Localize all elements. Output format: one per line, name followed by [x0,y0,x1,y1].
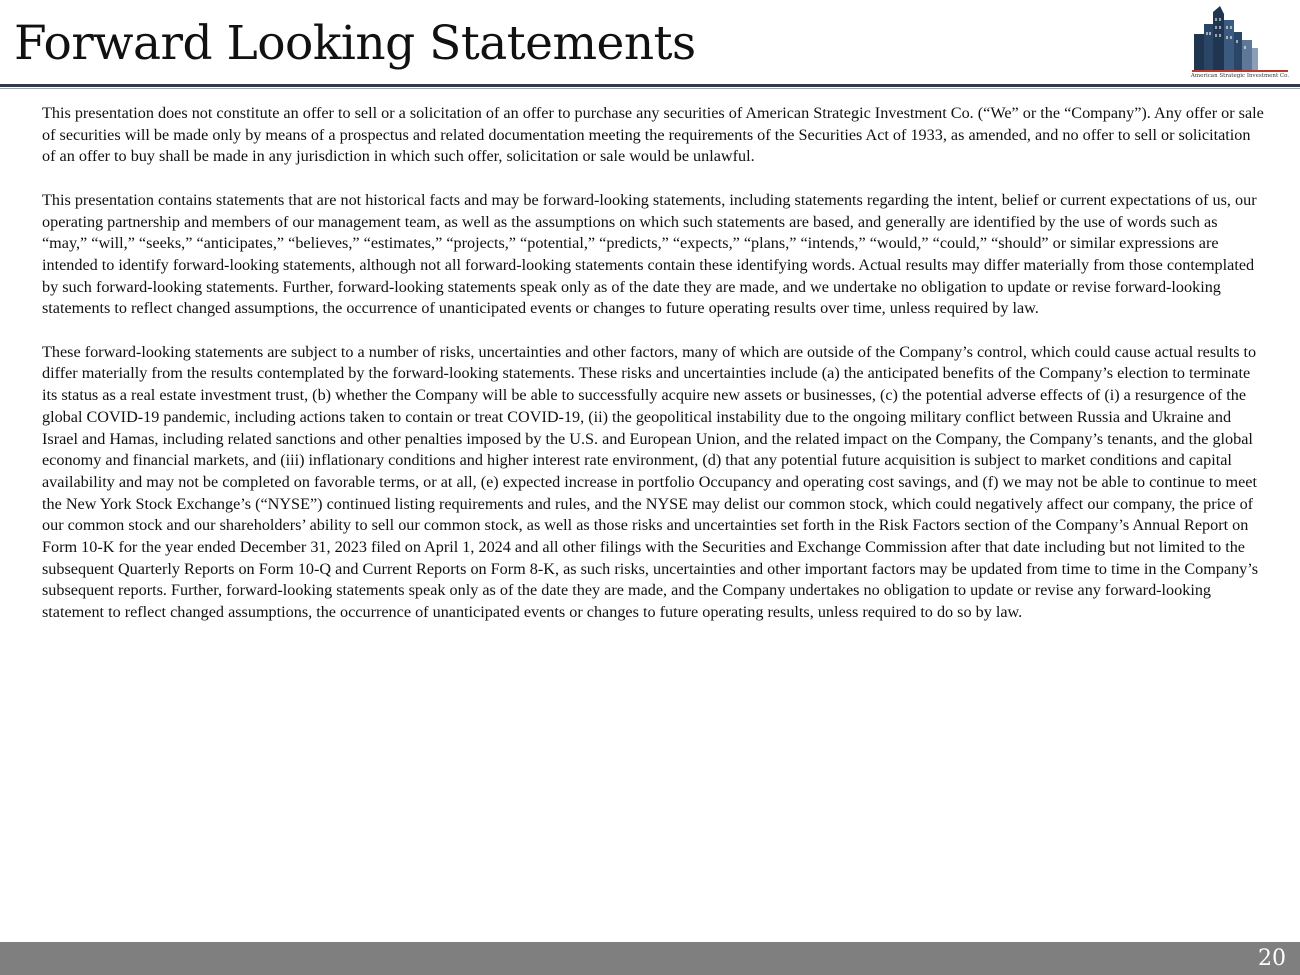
disclaimer-paragraph-2: This presentation contains statements that are not historical facts and may be forward-looking statements, including statements regarding the intent, belief or current expectations of us, our operating partnership and members of our management team, as well as the assumptions on which such statements are based, and generally are identified by the use of words such as “may,” “will,” “seeks,” “anticipates,” “believes,” “estimates,” “projects,” “potential,” “predicts,” “expects,” “plans,” “intends,” “would,” “could,” “should” or similar expressions are intended to identify forward-looking statements, although not all forward-looking statements contain these identifying words. Actual results may differ materially from those contemplated by such forward-looking statements. Further, forward-looking statements speak only as of the date they are made, and we undertake no obligation to update or revise forward-looking statements to reflect changed assumptions, the occurrence of unanticipated events or changes to future operating results over time, unless required by law. [42,190,1257,318]
page-number: 20 [1258,946,1286,971]
title-divider [0,84,1300,87]
disclaimer-paragraph-1: This presentation does not constitute an offer to sell or a solicitation of an offer to purchase any securities of American Strategic Investment Co. (“We” or the “Company”). Any offer or sale of securities will be made only by means of a prospectus and related documentation meeting the requirements of the Securities Act of 1933, as amended, and no offer to sell or solicitation of an offer to buy shall be made in any jurisdiction in which such offer, solicitation or sale would be unlawful. [42,104,1264,166]
company-logo [1190,4,1290,82]
title-divider-secondary [0,88,1300,89]
footer-bar [0,942,1300,975]
forward-looking-statements-body [42,103,1264,646]
city-skyline-logo-icon [1190,4,1290,74]
logo-caption: American Strategic Investment Co. [1190,73,1290,79]
page-title: Forward Looking Statements [14,16,696,71]
disclaimer-paragraph-3: These forward-looking statements are subject to a number of risks, uncertainties and other factors, many of which are outside of the Company’s control, which could cause actual results to differ materially from the results contemplated by the forward-looking statements. These risks and uncertainties include (a) the anticipated benefits of the Company’s election to terminate its status as a real estate investment trust, (b) whether the Company will be able to successfully acquire new assets or businesses, (c) the potential adverse effects of (i) a resurgence of the global COVID-19 pandemic, including actions taken to contain or treat COVID-19, (ii) the geopolitical instability due to the ongoing military conflict between Russia and Ukraine and Israel and Hamas, including related sanctions and other penalties imposed by the U.S. and European Union, and the related impact on the Company, the Company’s tenants, and the global economy and financial markets, and (iii) inflationary conditions and higher interest rate environment, (d) that any potential future acquisition is subject to market conditions and capital availability and may not be completed on favorable terms, or at all, (e) expected increase in portfolio Occupancy and operating cost savings, and (f) we may not be able to continue to meet the New York Stock Exchange’s (“NYSE”) continued listing requirements and rules, and the NYSE may delist our common stock, which could negatively affect our company, the price of our common stock and our shareholders’ ability to sell our common stock, as well as those risks and uncertainties set forth in the Risk Factors section of the Company’s Annual Report on Form 10-K for the year ended December 31, 2023 filed on April 1, 2024 and all other filings with the Securities and Exchange Commission after that date including but not limited to the subsequent Quarterly Reports on Form 10-Q and Current Reports on Form 8-K, as such risks, uncertainties and other important factors may be updated from time to time in the Company’s subsequent reports. Further, forward-looking statements speak only as of the date they are made, and the Company undertakes no obligation to update or revise any forward-looking statement to reflect changed assumptions, the occurrence of unanticipated events or changes to future operating results, unless required to do so by law. [42,342,1259,622]
